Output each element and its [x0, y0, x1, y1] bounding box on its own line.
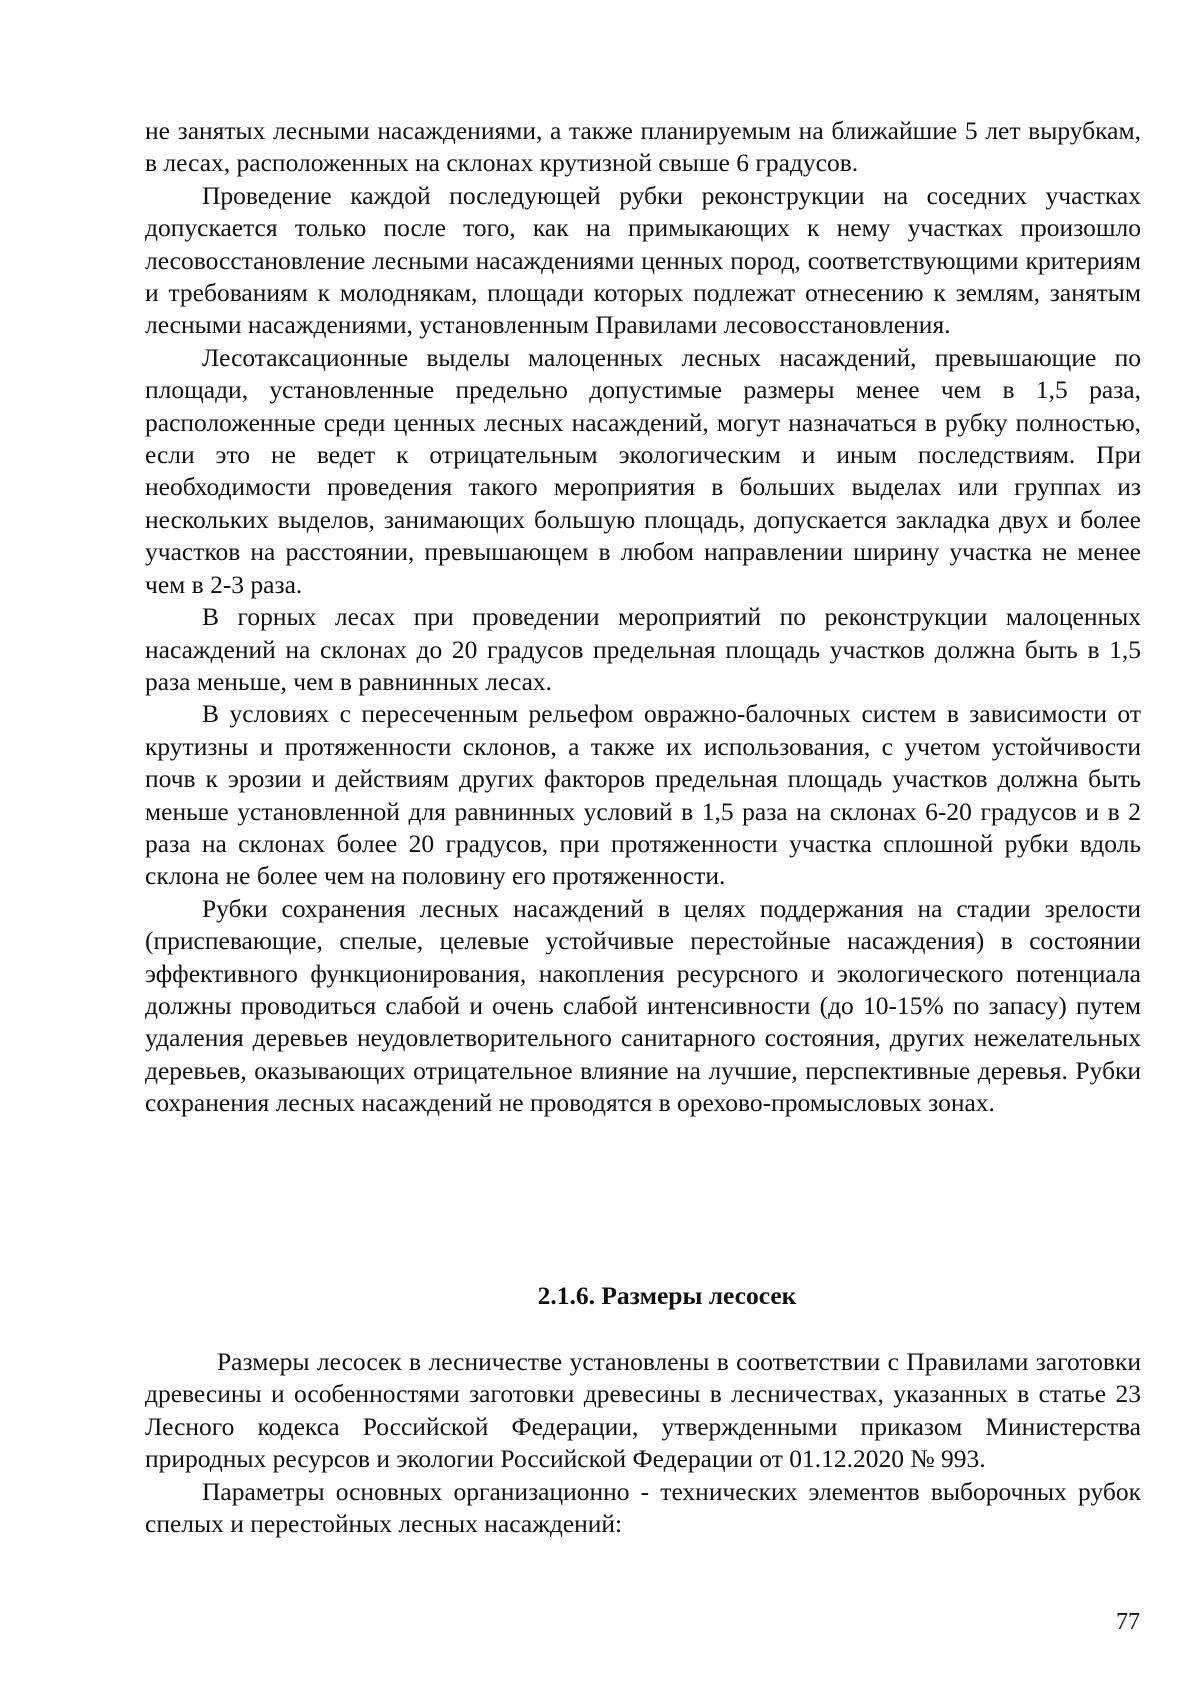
- paragraph: Рубки сохранения лесных насаждений в целях поддержания на стадии зрелости (приспевающие, спелые, целевые устойчивые перестойные насаждения) в состоянии эффективного функционирования, накопления ресурсного и экологического потенциала должны проводиться слабой и очень слабой интенсивности (до 10-15% по запасу) путем удаления деревьев неудовлетворительного санитарного состояния, других нежелательных деревьев, оказывающих отрицательное влияние на лучшие, перспективные деревья. Рубки сохранения лесных насаждений не проводятся в орехово-промысловых зонах.: [145, 893, 1141, 1118]
- section-body: [145, 1346, 1141, 1540]
- paragraph: Лесотаксационные выделы малоценных лесных насаждений, превышающие по площади, установленные предельно допустимые размеры менее чем в 1,5 раза, расположенные среди ценных лесных насаждений, могут назначаться в рубку полностью, если это не ведет к отрицательным экологическим и иным последствиям. При необходимости проведения такого мероприятия в больших выделах или группах из нескольких выделов, занимающих большую площадь, допускается закладка двух и более участков на расстоянии, превышающем в любом направлении ширину участка не менее чем в 2-3 раза.: [145, 342, 1141, 599]
- paragraph-continuation: не занятых лесными насаждениями, а также планируемым на ближайшие 5 лет вырубкам, в лесах, расположенных на склонах крутизной свыше 6 градусов.: [145, 116, 1141, 178]
- paragraph: В условиях с пересеченным рельефом овражно-балочных систем в зависимости от крутизны и протяженности склонов, а также их использования, с учетом устойчивости почв к эрозии и действиям других факторов предельная площадь участков должна быть меньше установленной для равнинных условий в 1,5 раза на склонах 6-20 градусов и в 2 раза на склонах более 20 градусов, при протяженности участка сплошной рубки вдоль склона не более чем на половину его протяженности.: [145, 699, 1141, 891]
- paragraph: В горных лесах при проведении мероприятий по реконструкции малоценных насаждений на склонах до 20 градусов предельная площадь участков должна быть в 1,5 раза меньше, чем в равнинных лесах.: [145, 602, 1141, 696]
- paragraph: Размеры лесосек в лесничестве установлены в соответствии с Правилами заготовки древесины и особенностями заготовки древесины в лесничествах, указанных в статье 23 Лесного кодекса Российской Федерации, утвержденными приказом Министерства природных ресурсов и экологии Российской Федерации от 01.12.2020 № 993.: [145, 1347, 1141, 1474]
- paragraph: Параметры основных организационно - технических элементов выборочных рубок спелых и перестойных лесных насаждений:: [145, 1476, 1141, 1539]
- body-text: [145, 115, 1141, 1120]
- page-number: 77: [1116, 1609, 1140, 1635]
- paragraph: Проведение каждой последующей рубки реконструкции на соседних участках допускается только после того, как на примыкающих к нему участках произошло лесовосстановление лесными насаждениями ценных пород, соответствующими критериям и требованиям к молоднякам, площади которых подлежат отнесению к землям, занятым лесными насаждениями, установленным Правилами лесовосстановления.: [145, 180, 1141, 340]
- section-heading: 2.1.6. Размеры лесосек: [537, 1281, 797, 1310]
